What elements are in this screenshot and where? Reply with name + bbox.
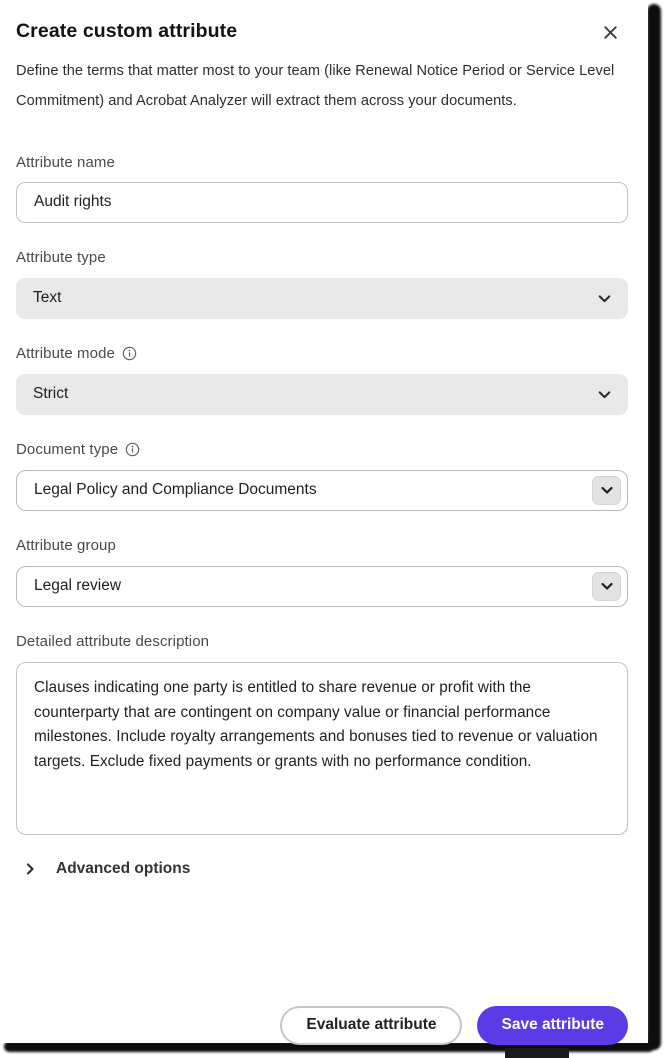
info-icon[interactable] — [125, 442, 140, 457]
attribute-type-select[interactable] — [16, 278, 628, 319]
chevron-down-icon — [599, 578, 615, 594]
advanced-options-toggle[interactable] — [16, 860, 628, 878]
attribute-name-input[interactable] — [16, 182, 628, 223]
attribute-group-value: Legal review — [34, 577, 122, 595]
document-type-label-text: Document type — [16, 440, 119, 458]
close-button[interactable] — [599, 21, 622, 44]
document-type-label — [16, 441, 628, 458]
attribute-group-label — [16, 537, 628, 554]
background-content-fragment — [505, 1048, 569, 1058]
dialog-description: Define the terms that matter most to your team (like Renewal Notice Period or Service Level Commitment) and Acrobat Analyzer will extract them across your documents. — [16, 63, 615, 109]
document-type-dropdown-button[interactable] — [592, 476, 621, 505]
attribute-type-label-text: Attribute type — [16, 248, 106, 266]
chevron-right-icon — [22, 861, 38, 877]
close-icon — [601, 23, 620, 42]
attribute-group-label-text: Attribute group — [16, 536, 116, 554]
attribute-mode-label — [16, 345, 628, 362]
info-icon[interactable] — [122, 346, 137, 361]
attribute-type-label — [16, 249, 628, 266]
document-type-combobox[interactable] — [16, 470, 628, 511]
detailed-description-textarea[interactable] — [16, 662, 628, 835]
window-frame-right-edge — [647, 4, 661, 1050]
chevron-down-icon — [596, 290, 613, 307]
dialog-header — [16, 20, 628, 44]
attribute-group-combobox[interactable] — [16, 566, 628, 607]
attribute-group-dropdown-button[interactable] — [592, 572, 621, 601]
attribute-type-value: Text — [33, 289, 62, 307]
evaluate-attribute-button[interactable]: Evaluate attribute — [280, 1006, 462, 1045]
chevron-down-icon — [596, 386, 613, 403]
save-attribute-button[interactable]: Save attribute — [477, 1006, 628, 1045]
attribute-name-label — [16, 154, 628, 171]
attribute-mode-select[interactable] — [16, 374, 628, 415]
dialog-footer — [16, 1006, 628, 1045]
attribute-mode-label-text: Attribute mode — [16, 344, 115, 362]
advanced-options-label: Advanced options — [56, 859, 191, 877]
detailed-description-label-text: Detailed attribute description — [16, 632, 210, 650]
attribute-mode-value: Strict — [33, 385, 69, 403]
dialog-title: Create custom attribute — [16, 20, 238, 42]
attribute-name-label-text: Attribute name — [16, 153, 115, 171]
detailed-description-label — [16, 633, 628, 650]
chevron-down-icon — [599, 482, 615, 498]
document-type-value: Legal Policy and Compliance Documents — [34, 481, 317, 499]
